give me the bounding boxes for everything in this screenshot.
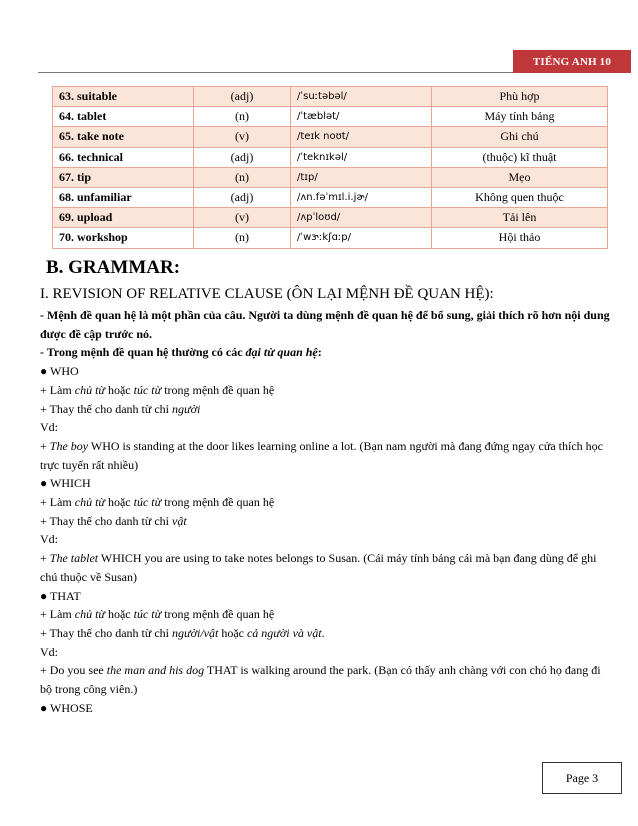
vocab-ipa: /ˈtæblət/ bbox=[291, 107, 432, 127]
that-example bbox=[40, 661, 612, 698]
vocab-word: 67. tip bbox=[53, 167, 194, 187]
vocab-part-of-speech: (n) bbox=[194, 167, 291, 187]
table-row bbox=[53, 87, 608, 107]
vocab-word: 66. technical bbox=[53, 147, 194, 167]
which-role bbox=[40, 493, 612, 512]
whose-heading: ● WHOSE bbox=[40, 700, 93, 715]
text: : bbox=[317, 345, 322, 360]
vocab-word: 68. unfamiliar bbox=[53, 187, 194, 207]
section-title: B. GRAMMAR: bbox=[46, 257, 181, 278]
emphasis: chủ từ bbox=[74, 607, 105, 622]
example-label: Vd: bbox=[40, 420, 58, 435]
table-row bbox=[53, 107, 608, 127]
vocab-meaning: Phù hợp bbox=[432, 87, 608, 107]
that-heading: ● THAT bbox=[40, 588, 81, 603]
vocab-part-of-speech: (v) bbox=[194, 208, 291, 228]
emphasis: người bbox=[172, 401, 201, 416]
that-replace bbox=[40, 624, 612, 643]
header-rule bbox=[38, 72, 513, 73]
text: WHO is standing at the door likes learning online a lot. (Bạn nam người mà đang đứng ngay cửa thích học trực tuyến rất nhiều) bbox=[40, 438, 603, 472]
emphasis: người/vật bbox=[172, 625, 219, 640]
emphasis: túc từ bbox=[133, 382, 162, 397]
text: + Làm bbox=[40, 607, 75, 622]
example-label: Vd: bbox=[40, 644, 58, 659]
vocab-part-of-speech: (n) bbox=[194, 107, 291, 127]
which-replace bbox=[40, 512, 612, 531]
vocab-word: 64. tablet bbox=[53, 107, 194, 127]
vocab-ipa: /ʌpˈloʊd/ bbox=[291, 208, 432, 228]
emphasis: The boy bbox=[49, 438, 89, 453]
grammar-section bbox=[40, 256, 612, 717]
who-replace bbox=[40, 400, 612, 419]
table-row bbox=[53, 208, 608, 228]
vocab-part-of-speech: (n) bbox=[194, 228, 291, 248]
subsection-title: I. REVISION OF RELATIVE CLAUSE (ÔN LẠI MỆNH ĐỀ QUAN HỆ): bbox=[40, 286, 494, 302]
vocab-meaning: Hội thảo bbox=[432, 228, 608, 248]
who-role bbox=[40, 381, 612, 400]
vocab-part-of-speech: (adj) bbox=[194, 87, 291, 107]
text: hoặc bbox=[104, 495, 134, 510]
which-heading: ● WHICH bbox=[40, 476, 91, 491]
vocab-meaning: Ghi chú bbox=[432, 127, 608, 147]
table-row bbox=[53, 127, 608, 147]
text: hoặc bbox=[104, 607, 134, 622]
emphasis: đại từ quan hệ bbox=[245, 345, 318, 360]
vocab-meaning: Tải lên bbox=[432, 208, 608, 228]
that-role bbox=[40, 605, 612, 624]
text: + Thay thế cho danh từ chỉ bbox=[40, 401, 173, 416]
emphasis: chủ từ bbox=[74, 382, 105, 397]
vocab-word: 70. workshop bbox=[53, 228, 194, 248]
table-row bbox=[53, 187, 608, 207]
intro-paragraph: - Mệnh đề quan hệ là một phần của câu. Người ta dùng mệnh đề quan hệ để bổ sung, giải thích rõ hơn nội dung được đề cập trước nó. bbox=[40, 308, 610, 341]
emphasis: the man and his dog bbox=[106, 663, 205, 678]
text: - Trong mệnh đề quan hệ thường có các bbox=[40, 345, 246, 360]
text: + Thay thế cho danh từ chỉ bbox=[40, 513, 173, 528]
emphasis: túc từ bbox=[133, 495, 162, 510]
emphasis: cả người và vật bbox=[246, 625, 322, 640]
text: + Làm bbox=[40, 382, 75, 397]
who-example bbox=[40, 437, 612, 474]
text: + bbox=[40, 551, 50, 566]
text: hoặc bbox=[104, 382, 134, 397]
vocab-word: 65. take note bbox=[53, 127, 194, 147]
text: WHICH you are using to take notes belongs to Susan. (Cái máy tính bảng cái mà bạn đang dùng để ghi chú thuộc về Susan) bbox=[40, 551, 597, 584]
page-number: Page 3 bbox=[542, 762, 622, 794]
header-badge: TIẾNG ANH 10 bbox=[513, 50, 631, 73]
vocab-meaning: (thuộc) kĩ thuật bbox=[432, 147, 608, 167]
text: hoặc bbox=[218, 625, 247, 640]
table-row bbox=[53, 167, 608, 187]
vocab-word: 63. suitable bbox=[53, 87, 194, 107]
vocab-ipa: /ʌn.fəˈmɪl.i.jɚ/ bbox=[291, 187, 432, 207]
vocab-meaning: Mẹo bbox=[432, 167, 608, 187]
vocab-ipa: /teɪk noʊt/ bbox=[291, 127, 432, 147]
table-row bbox=[53, 228, 608, 248]
text: + Do you see bbox=[40, 663, 107, 678]
vocab-ipa: /ˈteknɪkəl/ bbox=[291, 147, 432, 167]
vocab-part-of-speech: (adj) bbox=[194, 147, 291, 167]
vocab-meaning: Máy tính bảng bbox=[432, 107, 608, 127]
vocab-part-of-speech: (v) bbox=[194, 127, 291, 147]
text: THAT is walking around the park. (Bạn có thấy anh chàng với con chó họ đang đi bộ trong công viên.) bbox=[40, 663, 601, 697]
emphasis: vật bbox=[172, 513, 187, 528]
emphasis: The tablet bbox=[49, 551, 99, 566]
table-row bbox=[53, 147, 608, 167]
vocab-ipa: /ˈwɝːkʃɑːp/ bbox=[291, 228, 432, 248]
text: + bbox=[40, 438, 50, 453]
vocabulary-table bbox=[52, 86, 608, 249]
intro-relative-pronouns bbox=[40, 343, 612, 362]
text: + Làm bbox=[40, 495, 75, 510]
text: trong mệnh đề quan hệ bbox=[161, 607, 275, 622]
who-heading: ● WHO bbox=[40, 364, 79, 379]
text: trong mệnh đề quan hệ bbox=[161, 382, 275, 397]
vocab-ipa: /ˈsuːtəbəl/ bbox=[291, 87, 432, 107]
emphasis: túc từ bbox=[133, 607, 162, 622]
example-label: Vd: bbox=[40, 532, 58, 547]
vocab-ipa: /tɪp/ bbox=[291, 167, 432, 187]
text: trong mệnh đề quan hệ bbox=[161, 495, 275, 510]
text: + Thay thế cho danh từ chỉ bbox=[40, 625, 173, 640]
vocab-word: 69. upload bbox=[53, 208, 194, 228]
which-example bbox=[40, 549, 612, 586]
emphasis: chủ từ bbox=[74, 495, 105, 510]
vocab-meaning: Không quen thuộc bbox=[432, 187, 608, 207]
vocab-part-of-speech: (adj) bbox=[194, 187, 291, 207]
text: . bbox=[321, 625, 325, 640]
